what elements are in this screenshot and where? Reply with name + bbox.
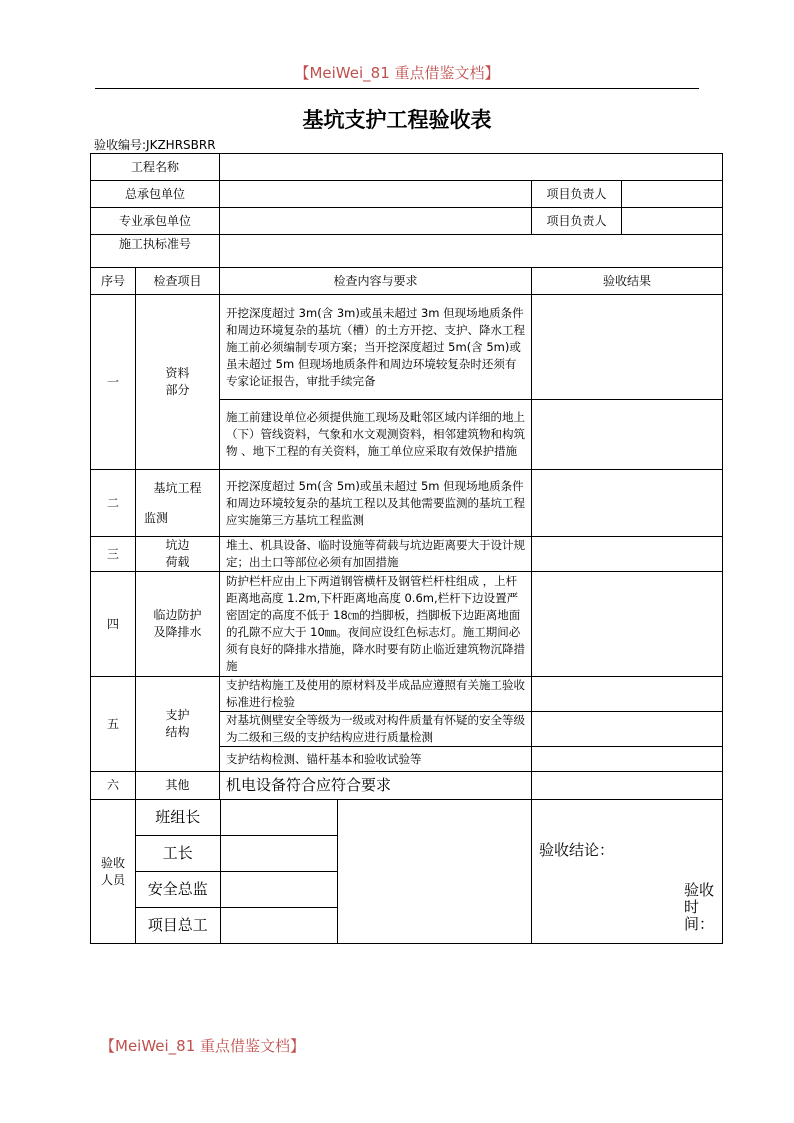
acceptance-row bbox=[91, 800, 723, 944]
project-manager-label-2: 项目负责人 bbox=[532, 208, 622, 235]
project-name-value[interactable] bbox=[220, 154, 723, 181]
project-manager-value[interactable] bbox=[622, 181, 723, 208]
section-item: 其他 bbox=[136, 772, 220, 800]
table-row bbox=[91, 295, 723, 400]
row-general-contractor bbox=[91, 181, 723, 208]
section-item-line: 荷载 bbox=[165, 555, 190, 569]
result-cell[interactable] bbox=[532, 470, 723, 537]
header-watermark: 【MeiWei_81 重点借鉴文档】 bbox=[294, 64, 500, 82]
signature-cell[interactable] bbox=[220, 872, 337, 908]
section-item-line: 结构 bbox=[165, 725, 190, 739]
table-row bbox=[91, 470, 723, 537]
col-item: 检查项目 bbox=[136, 268, 220, 295]
signature-cell[interactable] bbox=[220, 800, 337, 836]
blank-area bbox=[337, 836, 531, 872]
role-label: 安全总监 bbox=[136, 872, 220, 908]
result-cell[interactable] bbox=[532, 772, 723, 800]
col-content: 检查内容与要求 bbox=[220, 268, 532, 295]
section-content: 开挖深度超过 3m(含 3m)或虽未超过 3m 但现场地质条件和周边环境复杂的基坑（槽）的土方开挖、支护、降水工程施工前必须编制专项方案；当开挖深度超过 5m(含 5m)或虽未超过 5m 但现场地质条件和周边环境较复杂时还须有专家论证报告，审批手续完备 bbox=[220, 295, 532, 400]
section-item-line: 支护 bbox=[165, 708, 190, 722]
result-cell[interactable] bbox=[532, 537, 723, 572]
section-no: 六 bbox=[91, 772, 136, 800]
section-item-line: 及降排水 bbox=[153, 625, 202, 639]
signature-block bbox=[136, 800, 532, 944]
acceptance-table bbox=[90, 153, 723, 944]
section-no: 二 bbox=[91, 470, 136, 537]
col-no: 序号 bbox=[91, 268, 136, 295]
section-item-line: 基坑工程 bbox=[153, 480, 202, 495]
signature-cell[interactable] bbox=[220, 836, 337, 872]
conclusion-area[interactable] bbox=[532, 800, 723, 944]
acceptance-label: 验收 人员 bbox=[91, 800, 136, 944]
section-item-line: 监测 bbox=[144, 510, 169, 525]
table-row bbox=[91, 677, 723, 712]
role-label: 工长 bbox=[136, 836, 220, 872]
section-content: 堆土、机具设备、临时设施等荷载与坑边距离要大于设计规定；出土口等部位必须有加固措施 bbox=[220, 537, 532, 572]
section-no: 五 bbox=[91, 677, 136, 772]
role-label: 班组长 bbox=[136, 800, 220, 836]
section-no: 四 bbox=[91, 572, 136, 677]
standard-label: 施工执标准号 bbox=[91, 235, 220, 268]
page-title: 基坑支护工程验收表 bbox=[302, 107, 492, 132]
blank-area bbox=[337, 908, 531, 944]
section-item-line: 坑边 bbox=[165, 538, 190, 552]
row-standard bbox=[91, 235, 723, 268]
section-item bbox=[136, 572, 220, 677]
project-manager-value-2[interactable] bbox=[622, 208, 723, 235]
section-content: 机电设备符合应符合要求 bbox=[220, 772, 532, 800]
serial-number: 验收编号:JKZHRSBRR bbox=[94, 138, 216, 152]
signature-cell[interactable] bbox=[220, 908, 337, 944]
blank-area bbox=[337, 872, 531, 908]
section-content: 开挖深度超过 5m(含 5m)或虽未超过 5m 但现场地质条件和周边环境较复杂的基坑工程以及其他需要监测的基坑工程应实施第三方基坑工程监测 bbox=[220, 470, 532, 537]
row-specialty-contractor bbox=[91, 208, 723, 235]
result-cell[interactable] bbox=[532, 400, 723, 470]
role-label: 项目总工 bbox=[136, 908, 220, 944]
specialty-contractor-value[interactable] bbox=[220, 208, 532, 235]
column-header-row bbox=[91, 268, 723, 295]
table-row bbox=[91, 572, 723, 677]
result-cell[interactable] bbox=[532, 295, 723, 400]
standard-value[interactable] bbox=[220, 235, 723, 268]
result-cell[interactable] bbox=[532, 747, 723, 772]
section-content: 施工前建设单位必须提供施工现场及毗邻区域内详细的地上（下）管线资料，气象和水文观测资料，相邻建筑物和构筑物 、地下工程的有关资料，施工单位应采取有效保护措施 bbox=[220, 400, 532, 470]
section-item bbox=[136, 677, 220, 772]
section-content: 对基坑侧壁安全等级为一级或对构件质量有怀疑的安全等级为二级和三级的支护结构应进行质量检测 bbox=[220, 712, 532, 747]
section-content: 支护结构施工及使用的原材料及半成品应遵照有关施工验收标准进行检验 bbox=[220, 677, 532, 712]
result-cell[interactable] bbox=[532, 712, 723, 747]
project-manager-label: 项目负责人 bbox=[532, 181, 622, 208]
section-item bbox=[136, 537, 220, 572]
project-name-label: 工程名称 bbox=[91, 154, 220, 181]
time-label: 验收时间： bbox=[684, 881, 715, 933]
footer-watermark: 【MeiWei_81 重点借鉴文档】 bbox=[100, 1037, 306, 1055]
section-item-line: 临边防护 bbox=[153, 608, 202, 622]
section-content: 防护栏杆应由上下两道钢管横杆及钢管栏杆柱组成 ，上杆距离地高度 1.2m,下杆距离地高度 0.6m,栏杆下边设置严密固定的高度不低于 18㎝的挡脚板，挡脚板下边距离地面的孔隙不应大于 10㎜。夜间应设红色标志灯。施工期间必须有良好的降排水措施，降水时要有防止临近建筑物沉降措施 bbox=[220, 572, 532, 677]
section-no: 一 bbox=[91, 295, 136, 470]
section-content: 支护结构检测、锚杆基本和验收试验等 bbox=[220, 747, 532, 772]
blank-area bbox=[337, 800, 531, 836]
section-item bbox=[136, 470, 220, 537]
section-item: 资料部分 bbox=[136, 295, 220, 470]
header-divider bbox=[95, 88, 699, 89]
col-result: 验收结果 bbox=[532, 268, 723, 295]
row-project-name bbox=[91, 154, 723, 181]
general-contractor-label: 总承包单位 bbox=[91, 181, 220, 208]
specialty-contractor-label: 专业承包单位 bbox=[91, 208, 220, 235]
table-row bbox=[91, 772, 723, 800]
conclusion-label: 验收结论： bbox=[539, 841, 615, 859]
result-cell[interactable] bbox=[532, 677, 723, 712]
section-no: 三 bbox=[91, 537, 136, 572]
general-contractor-value[interactable] bbox=[220, 181, 532, 208]
result-cell[interactable] bbox=[532, 572, 723, 677]
table-row bbox=[91, 537, 723, 572]
